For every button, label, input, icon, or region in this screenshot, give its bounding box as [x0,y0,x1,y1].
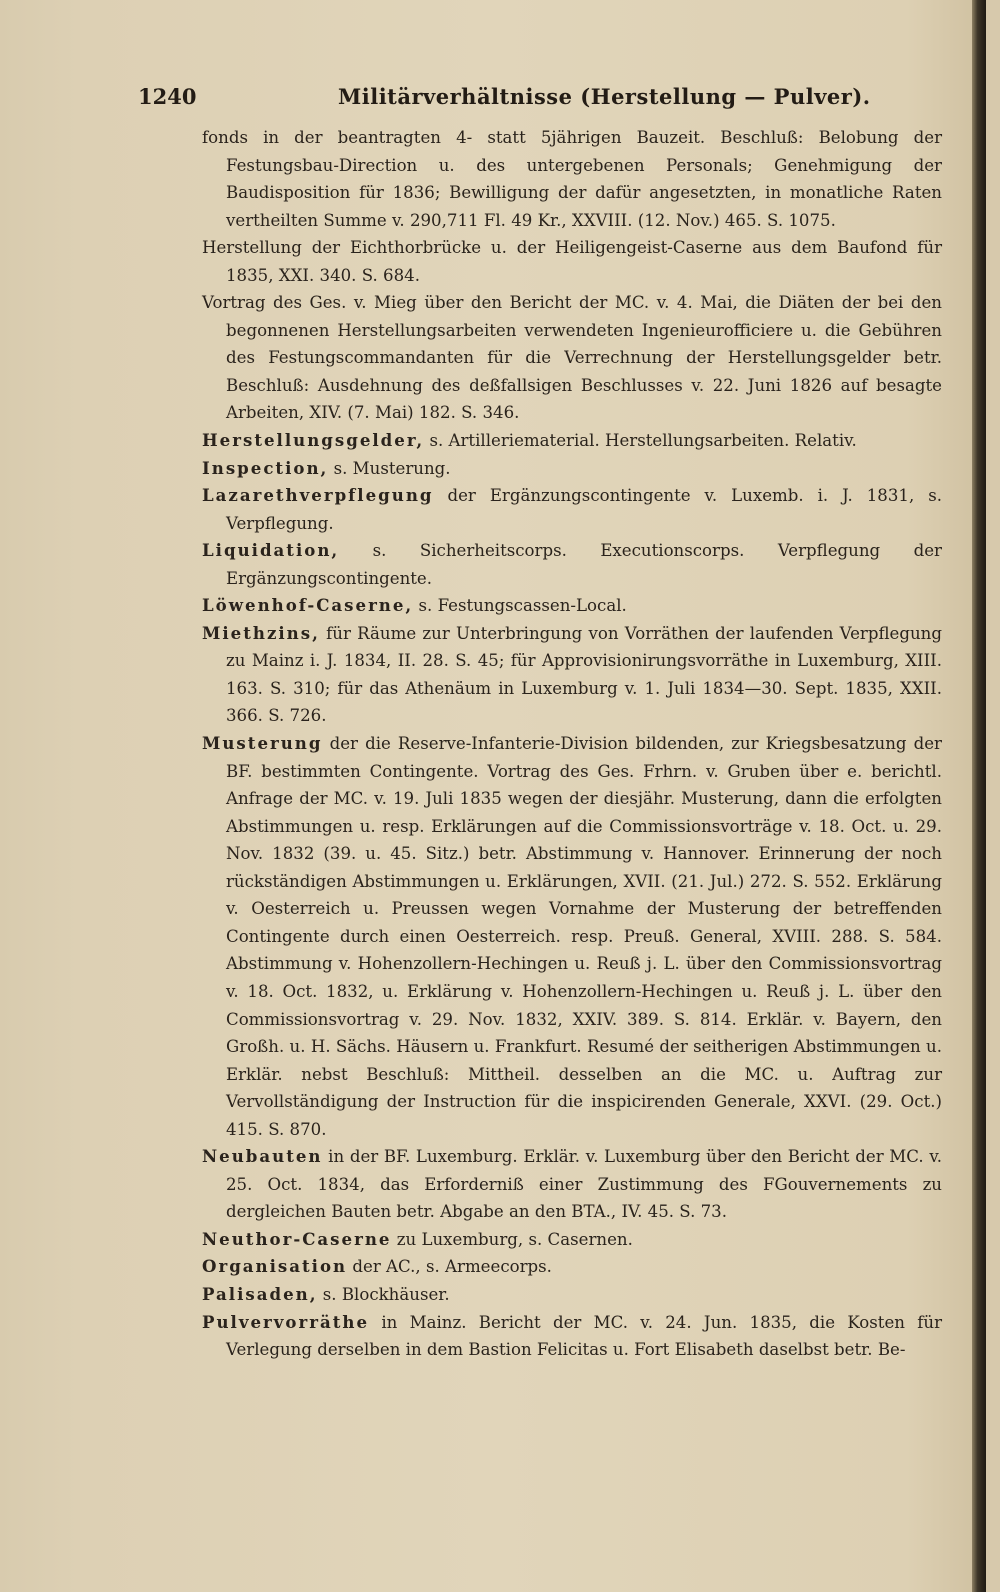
index-entry [202,592,942,620]
entry-text: der die Reserve-Infanterie-Division bildenden, zur Kriegsbesatzung der BF. bestimmten Contingente. Vortrag des Ges. Frhrn. v. Gruben über e. berichtl. Anfrage der MC. v. 19. Juli 1835 wegen der diesjähr. Musterung, dann die erfolgten Abstimmungen u. resp. Erklärungen auf die Commissionsvorträge v. 18. Oct. u. 29. Nov. 1832 (39. u. 45. Sitz.) betr. Abstimmung v. Hannover. Erinnerung der noch rückständigen Abstimmungen u. Erklärungen, XVII. (21. Jul.) 272. S. 552. Erklärung v. Oesterreich u. Preussen wegen Vornahme der Musterung der betreffenden Contingente durch einen Oesterreich. resp. Preuß. General, XVIII. 288. S. 584. Abstimmung v. Hohenzollern-Hechingen u. Reuß j. L. über den Commissionsvortrag v. 18. Oct. 1832, u. Erklärung v. Hohenzollern-Hechingen u. Reuß j. L. über den Commissionsvortrag v. 29. Nov. 1832, XXIV. 389. S. 814. Erklär. v. Bayern, den Großh. u. H. Sächs. Häusern u. Frankfurt. Resumé der seitherigen Abstimmungen u. Erklär. nebst Beschluß: Mittheil. desselben an die MC. u. Auftrag zur Vervollständigung der Instruction für die inspicirenden Generale, XXVI. (29. Oct.) 415. S. 870. [226,734,942,1139]
paragraph-text: fonds in der beantragten 4- statt 5jährigen Bauzeit. Beschluß: Belobung der Festungsbau-Direction u. des untergebenen Personals; Genehmigung der Baudisposition für 1836; Bewilligung der dafür angesetzten, in monatliche Raten vertheilten Summe v. 290,711 Fl. 49 Kr., XXVIII. (12. Nov.) 465. S. 1075. [202,128,942,230]
index-entry [202,1226,942,1254]
index-entry [202,1253,942,1281]
index-entry [202,1309,942,1364]
paragraph [202,289,942,427]
index-entry [202,620,942,730]
entry-keyword: Löwenhof-Caserne, [202,595,414,616]
index-entry [202,455,942,483]
entry-keyword: Neubauten [202,1146,323,1167]
entry-keyword: Inspection, [202,457,329,478]
index-entry [202,482,942,537]
entry-text: zu Luxemburg, s. Casernen. [396,1229,633,1249]
entry-keyword: Neuthor-Caserne [202,1228,392,1249]
index-entry [202,1143,942,1226]
paragraph-text: Vortrag des Ges. v. Mieg über den Bericht der MC. v. 4. Mai, die Diäten der bei den begonnenen Herstellungsarbeiten verwendeten Ingenieurofficiere u. die Gebühren des Festungscommandanten für die Verrechnung der Herstellungsgelder betr. Beschluß: Ausdehnung des deßfallsigen Beschlusses v. 22. Juni 1826 auf besagte Arbeiten, XIV. (7. Mai) 182. S. 346. [202,293,942,423]
index-entry [202,730,942,1143]
entry-keyword: Herstellungsgelder, [202,430,425,451]
paragraph [202,234,942,289]
entry-keyword: Miethzins, [202,622,320,643]
running-title: Militärverhältnisse (Herstellung — Pulver). [338,84,871,109]
entry-text: der Ergänzungscontingente v. Luxemb. i. J. 1831, s. Verpflegung. [226,486,943,533]
index-entry [202,427,942,455]
entry-keyword: Palisaden, [202,1283,318,1304]
entry-text: in Mainz. Bericht der MC. v. 24. Jun. 1835, die Kosten für Verlegung derselben in dem Bastion Felicitas u. Fort Elisabeth daselbst betr. Be- [226,1312,943,1360]
paragraph-text: Herstellung der Eichthorbrücke u. der Heiligengeist-Caserne aus dem Baufond für 1835, XXI. 340. S. 684. [202,238,942,285]
page-edge [972,0,986,1592]
entry-text: s. Artilleriematerial. Herstellungsarbeiten. Relativ. [429,431,857,451]
entry-text: s. Sicherheitscorps. Executionscorps. Verpflegung der Ergänzungscontingente. [226,541,942,588]
entry-text: für Räume zur Unterbringung von Vorräthen der laufenden Verpflegung zu Mainz i. J. 1834, II. 28. S. 45; für Approvisionirungsvorräthe in Luxemburg, XIII. 163. S. 310; für das Athenäum in Luxemburg v. 1. Juli 1834—30. Sept. 1835, XXII. 366. S. 726. [226,623,942,726]
page-header [138,80,938,114]
entry-keyword: Pulvervorräthe [202,1311,370,1332]
entry-keyword: Organisation [202,1256,348,1277]
paragraph [202,124,942,234]
entry-text: s. Musterung. [333,458,451,478]
entry-text: s. Blockhäuser. [322,1284,450,1304]
entry-text: s. Festungscassen-Local. [418,596,627,616]
entry-keyword: Liquidation, [202,540,340,561]
entry-text: in der BF. Luxemburg. Erklär. v. Luxemburg über den Bericht der MC. v. 25. Oct. 1834, das Erforderniß einer Zustimmung des FGouvernements zu dergleichen Bauten betr. Abgabe an den BTA., IV. 45. S. 73. [226,1147,943,1222]
entry-text: der AC., s. Armeecorps. [352,1257,552,1277]
index-entry [202,1281,942,1309]
entry-keyword: Lazarethverpflegung [202,485,434,506]
page-number: 1240 [138,84,197,109]
index-text [202,124,942,1364]
index-entry [202,537,942,592]
entry-keyword: Musterung [202,733,323,754]
